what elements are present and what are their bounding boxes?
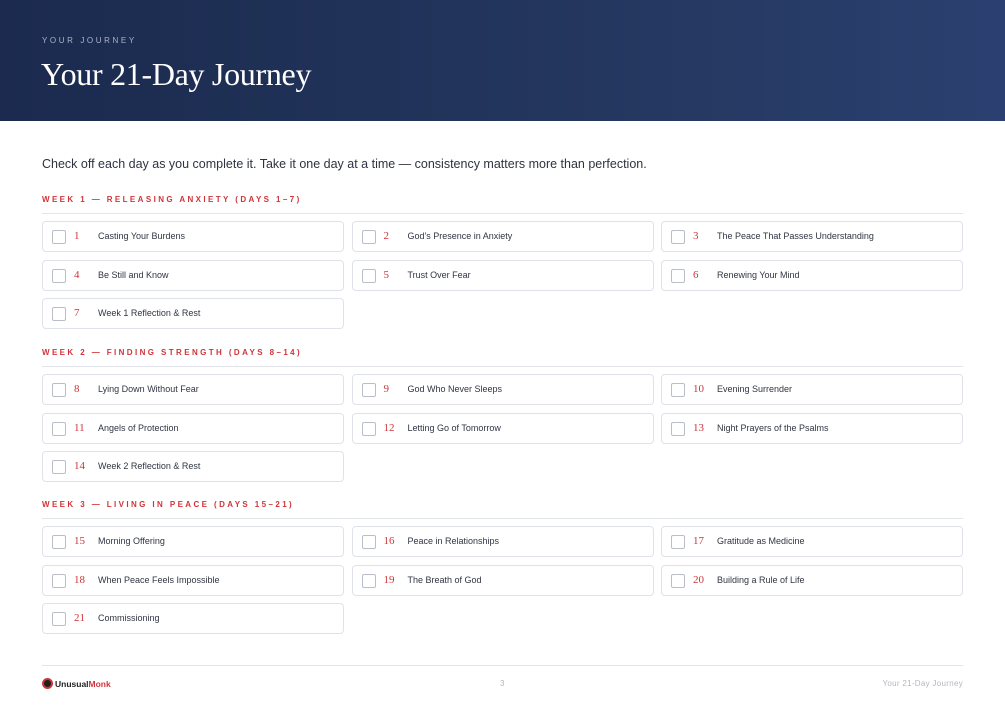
- intro-text: Check off each day as you complete it. Take it one day at a time — consistency matters more than perfection.: [42, 157, 647, 171]
- day-checklist-item[interactable]: [42, 221, 344, 252]
- day-number: 3: [693, 230, 699, 242]
- day-label: Evening Surrender: [717, 384, 793, 394]
- day-checkbox[interactable]: [362, 230, 376, 244]
- page-number: 3: [500, 679, 505, 688]
- day-number: 18: [74, 573, 85, 586]
- day-label: The Peace That Passes Understanding: [717, 231, 874, 241]
- day-checklist-item[interactable]: [352, 374, 654, 405]
- day-checklist-item[interactable]: [42, 374, 344, 405]
- day-number: 7: [74, 307, 80, 319]
- day-number: 20: [693, 573, 704, 586]
- day-checklist-item[interactable]: [42, 260, 344, 291]
- day-number: 12: [383, 421, 395, 434]
- day-checkbox[interactable]: [52, 460, 66, 474]
- day-label: Trust Over Fear: [407, 269, 471, 280]
- day-label: Renewing Your Mind: [717, 269, 800, 280]
- day-checklist-item[interactable]: [352, 565, 654, 596]
- day-label: God Who Never Sleeps: [407, 384, 503, 394]
- day-label: Peace in Relationships: [407, 536, 500, 546]
- day-checkbox[interactable]: [671, 535, 685, 549]
- day-number: 13: [693, 421, 704, 434]
- day-label: Letting Go of Tomorrow: [407, 422, 501, 433]
- week-heading: WEEK 3 — LIVING IN PEACE (DAYS 15–21): [42, 500, 295, 509]
- day-number: 14: [74, 460, 85, 472]
- day-checkbox[interactable]: [671, 422, 685, 436]
- day-number: 21: [74, 612, 85, 624]
- day-checklist-item[interactable]: [352, 221, 654, 252]
- day-number: 19: [383, 573, 395, 586]
- day-checkbox[interactable]: [52, 574, 66, 588]
- day-checkbox[interactable]: [52, 307, 66, 321]
- day-number: 4: [74, 268, 80, 281]
- day-number: 17: [693, 535, 704, 547]
- day-checklist-item[interactable]: [661, 221, 963, 252]
- day-number: 1: [74, 230, 80, 242]
- day-label: Gratitude as Medicine: [717, 536, 805, 546]
- day-checkbox[interactable]: [52, 383, 66, 397]
- day-checklist-item[interactable]: [42, 413, 344, 444]
- day-checkbox[interactable]: [671, 230, 685, 244]
- day-checkbox[interactable]: [362, 383, 376, 397]
- day-checkbox[interactable]: [362, 535, 376, 549]
- brand-logo: [42, 677, 111, 690]
- week-heading: WEEK 1 — RELEASING ANXIETY (DAYS 1–7): [42, 195, 302, 204]
- day-label: Night Prayers of the Psalms: [717, 422, 829, 433]
- day-number: 9: [383, 383, 389, 395]
- day-label: Casting Your Burdens: [98, 231, 186, 241]
- day-checkbox[interactable]: [52, 612, 66, 626]
- day-checklist-item[interactable]: [352, 526, 654, 557]
- day-checkbox[interactable]: [362, 422, 376, 436]
- day-checklist-item[interactable]: [352, 413, 654, 444]
- day-label: Be Still and Know: [98, 269, 169, 280]
- day-checkbox[interactable]: [362, 269, 376, 283]
- day-label: Commissioning: [98, 613, 160, 623]
- week-heading: WEEK 2 — FINDING STRENGTH (DAYS 8–14): [42, 348, 303, 357]
- day-checkbox[interactable]: [52, 230, 66, 244]
- day-number: 8: [74, 383, 80, 395]
- day-label: When Peace Feels Impossible: [98, 574, 220, 585]
- day-number: 15: [74, 535, 85, 547]
- logo-text: UnusualMonk: [55, 678, 111, 689]
- day-checklist-item[interactable]: [42, 451, 344, 482]
- day-number: 11: [74, 421, 85, 434]
- day-number: 2: [383, 230, 389, 242]
- day-number: 16: [383, 535, 395, 547]
- day-checkbox[interactable]: [52, 269, 66, 283]
- monk-logo-icon: [42, 678, 53, 689]
- day-checkbox[interactable]: [52, 535, 66, 549]
- week-divider: [42, 518, 963, 519]
- day-checklist-item[interactable]: [661, 374, 963, 405]
- day-label: Week 2 Reflection & Rest: [98, 461, 201, 471]
- day-checklist-item[interactable]: [661, 260, 963, 291]
- week-divider: [42, 366, 963, 367]
- footer-divider: [42, 665, 963, 666]
- day-checklist-item[interactable]: [42, 565, 344, 596]
- day-label: Week 1 Reflection & Rest: [98, 308, 201, 318]
- day-checklist-item[interactable]: [42, 603, 344, 634]
- day-number: 5: [383, 268, 389, 281]
- day-checklist-item[interactable]: [661, 413, 963, 444]
- footer-doc-title: Your 21-Day Journey: [882, 679, 963, 688]
- day-checkbox[interactable]: [671, 574, 685, 588]
- day-number: 10: [693, 383, 704, 395]
- day-number: 6: [693, 268, 699, 281]
- day-label: Lying Down Without Fear: [98, 384, 199, 394]
- day-label: The Breath of God: [407, 574, 482, 585]
- day-checklist-item[interactable]: [661, 526, 963, 557]
- day-label: Angels of Protection: [98, 422, 179, 433]
- day-checklist-item[interactable]: [661, 565, 963, 596]
- day-checkbox[interactable]: [362, 574, 376, 588]
- day-checklist-item[interactable]: [42, 526, 344, 557]
- day-checklist-item[interactable]: [42, 298, 344, 329]
- day-checkbox[interactable]: [671, 383, 685, 397]
- day-label: Morning Offering: [98, 536, 165, 546]
- day-checkbox[interactable]: [671, 269, 685, 283]
- week-divider: [42, 213, 963, 214]
- day-label: God's Presence in Anxiety: [407, 231, 513, 241]
- page-header: [0, 0, 1005, 121]
- day-checkbox[interactable]: [52, 422, 66, 436]
- day-label: Building a Rule of Life: [717, 574, 805, 585]
- day-checklist-item[interactable]: [352, 260, 654, 291]
- header-eyebrow: YOUR JOURNEY: [42, 36, 137, 45]
- page-title: Your 21-Day Journey: [41, 56, 312, 92]
